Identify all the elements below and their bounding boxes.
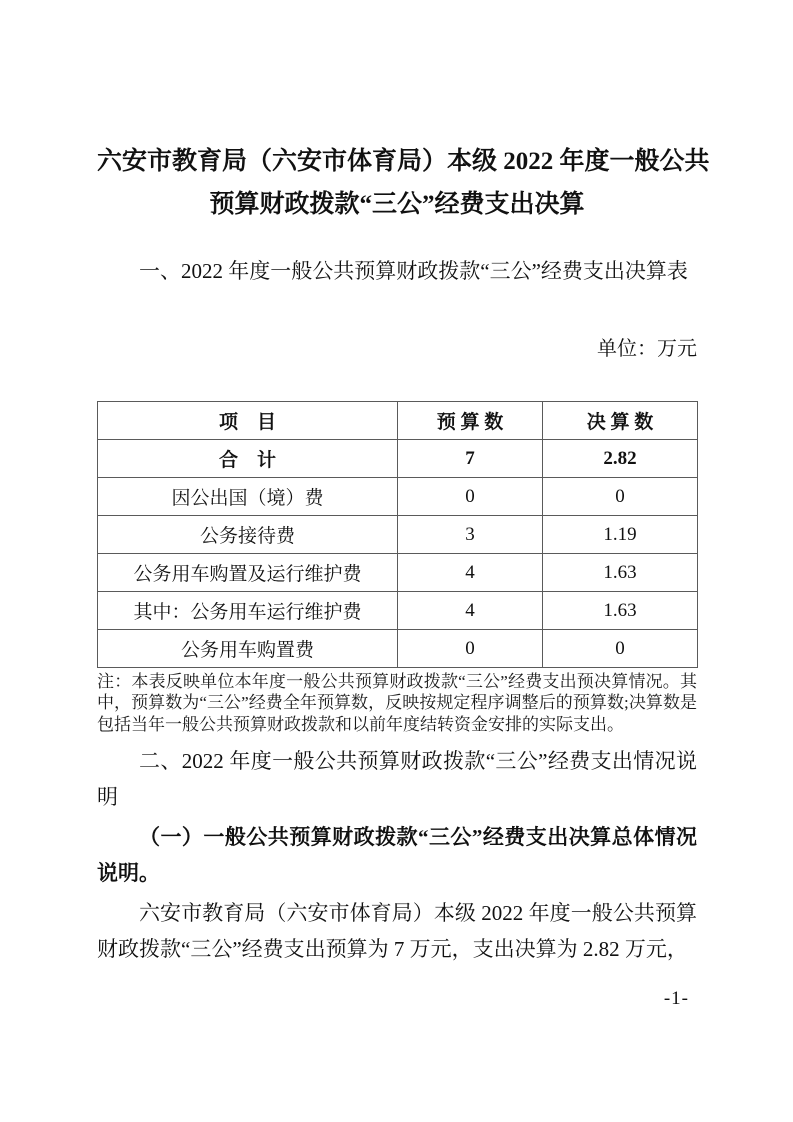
cell-budget: 0 [398,630,543,668]
cell-budget: 4 [398,554,543,592]
lower-content [97,401,697,971]
cell-final: 0 [543,478,698,516]
cell-item: 因公出国（境）费 [98,478,398,516]
cell-budget: 0 [398,478,543,516]
cell-budget: 3 [398,516,543,554]
cell-item: 合 计 [98,440,398,478]
table-header-row [98,402,698,440]
cell-budget: 4 [398,592,543,630]
section2-paragraph: 六安市教育局（六安市体育局）本级 2022 年度一般公共预算财政拨款“三公”经费支出预算为 7 万元，支出决算为 2.82 万元， [97,901,697,962]
cell-budget: 7 [398,440,543,478]
document-title-line2: 预算财政拨款“三公”经费支出决算 [209,191,585,218]
cell-item: 公务接待费 [98,516,398,554]
budget-table [97,401,698,668]
cell-final: 0 [543,630,698,668]
header-cell-final: 决 算 数 [543,402,698,440]
section1-heading: 一、2022 年度一般公共预算财政拨款“三公”经费支出决算表 [139,259,688,283]
document-title [97,140,710,226]
page-number: -1- [663,988,689,1009]
table-note: 注：本表反映单位本年度一般公共预算财政拨款“三公”经费支出预决算情况。其中，预算数为“三公”经费全年预算数，反映按规定程序调整后的预算数;决算数是包括当年一般公共预算财政拨款和以前年度结转资金安排的实际支出。 [97,672,697,734]
document-title-line1: 六安市教育局（六安市体育局）本级 2022 年度一般公共 [97,148,710,175]
table-row [98,478,698,516]
section2-heading: 二、2022 年度一般公共预算财政拨款“三公”经费支出情况说明 [97,749,697,810]
unit-label: 单位：万元 [597,338,697,360]
cell-item: 公务用车购置及运行维护费 [98,554,398,592]
table-row [98,630,698,668]
cell-item: 公务用车购置费 [98,630,398,668]
table-row [98,592,698,630]
table-row-total [98,440,698,478]
table-row [98,554,698,592]
section2 [97,743,697,967]
cell-final: 2.82 [543,440,698,478]
header-cell-item: 项 目 [98,402,398,440]
section2-sub-heading: （一）一般公共预算财政拨款“三公”经费支出决算总体情况说明。 [97,825,697,886]
cell-item: 其中：公务用车运行维护费 [98,592,398,630]
cell-final: 1.63 [543,592,698,630]
table-row [98,516,698,554]
header-cell-budget: 预 算 数 [398,402,543,440]
cell-final: 1.19 [543,516,698,554]
cell-final: 1.63 [543,554,698,592]
